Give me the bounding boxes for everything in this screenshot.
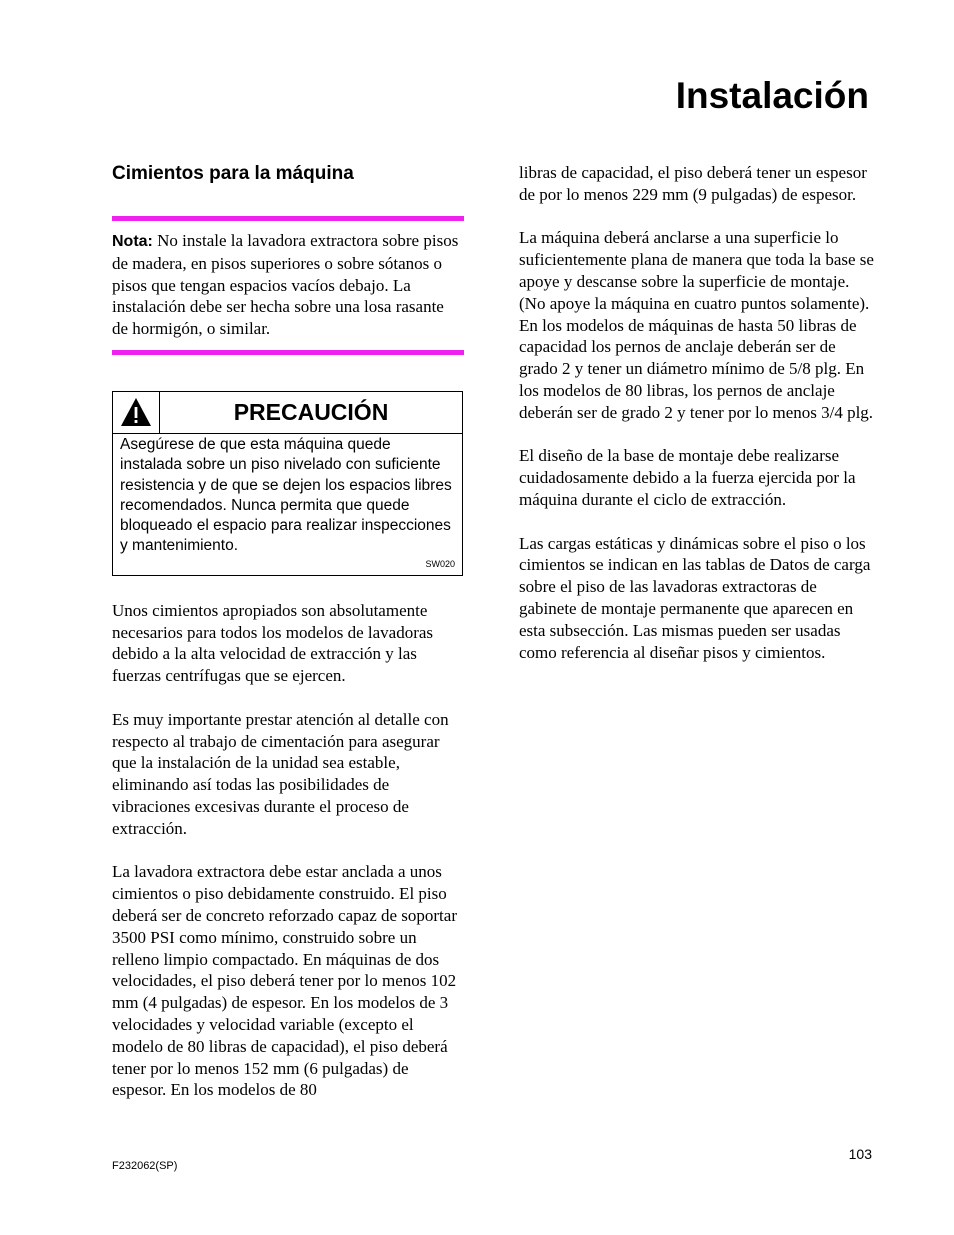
right-paragraph-3: El diseño de la base de montaje debe realizarse cuidadosamente debido a la fuerza ejercida por la máquina durante el ciclo de extracción. (519, 446, 856, 509)
right-paragraph-2: La máquina deberá anclarse a una superficie lo suficientemente plana de manera que toda la base se apoye y descanse sobre la superficie de montaje. (No apoye la máquina en cuatro puntos solamente). En los modelos de máquinas de hasta 50 libras de capacidad los pernos de anclaje deberán ser de grado 2 y tener un diámetro mínimo de 5/8 plg. En los modelos de 80 libras, los pernos de anclaje deberán ser de grado 2 y tener por lo menos 3/4 plg. (519, 228, 874, 422)
note-label: Nota: (112, 233, 153, 250)
note-bottom-rule (112, 350, 464, 355)
page-number: 103 (848, 1146, 872, 1162)
caution-title: PRECAUCIÓN (233, 398, 389, 425)
right-paragraph-1: libras de capacidad, el piso deberá tener un espesor de por lo menos 229 mm (9 pulgadas) de espesor. (519, 163, 867, 204)
note-text: No instale la lavadora extractora sobre pisos de madera, en pisos superiores o sobre sótanos o pisos que tengan espacios vacíos debajo. La instalación debe ser hecha sobre una losa rasante de hormigón, o similar. (112, 231, 459, 339)
caution-body: Asegúrese de que esta máquina quede instalada sobre un piso nivelado con suficiente resistencia y de que se dejen los espacios libres recomendados. Nunca permita que quede bloqueado el espacio para realizar inspecciones y mantenimiento. (120, 435, 452, 555)
caution-icon-cell (113, 392, 160, 433)
note-top-rule (112, 216, 464, 221)
right-column (519, 162, 874, 663)
note (112, 230, 464, 340)
caution-box (112, 391, 463, 576)
left-paragraph-3: La lavadora extractora debe estar anclada a unos cimientos o piso debidamente construido. El piso deberá ser de concreto reforzado capaz de soportar 3500 PSI como mínimo, construido sobre un relleno limpio compactado. En máquinas de dos velocidades, el piso deberá tener por lo menos 102 mm (4 pulgadas) de espesor. En los modelos de 3 velocidades y velocidad variable (excepto el modelo de 80 libras de capacidad), el piso deberá tener por lo menos 152 mm (6 pulgadas) de espesor. En los modelos de 80 (112, 862, 457, 1100)
left-paragraph-2: Es muy importante prestar atención al detalle con respecto al trabajo de cimentación para asegurar que la instalación de la unidad sea estable, eliminando así todas las posibilidades de vibraciones excesivas durante el proceso de extracción. (112, 709, 449, 838)
caution-header (113, 392, 462, 434)
left-column (112, 160, 464, 1101)
document-code: F232062(SP) (112, 1160, 178, 1172)
warning-triangle-icon (119, 396, 153, 428)
left-paragraph-1: Unos cimientos apropiados son absolutamente necesarios para todos los modelos de lavadoras debido a la alta velocidad de extracción y las fuerzas centrífugas que se ejercen. (112, 600, 434, 686)
caution-code: SW020 (425, 558, 455, 569)
page-title: Instalación (675, 75, 869, 116)
right-paragraph-4: Las cargas estáticas y dinámicas sobre el piso o los cimientos se indican en las tablas de Datos de carga sobre el piso de las lavadoras extractoras de gabinete de montaje permanente que aparecen en esta subsección. Las mismas pueden ser usadas como referencia al diseñar pisos y cimientos. (519, 533, 871, 662)
section-heading: Cimientos para la máquina (112, 163, 354, 184)
